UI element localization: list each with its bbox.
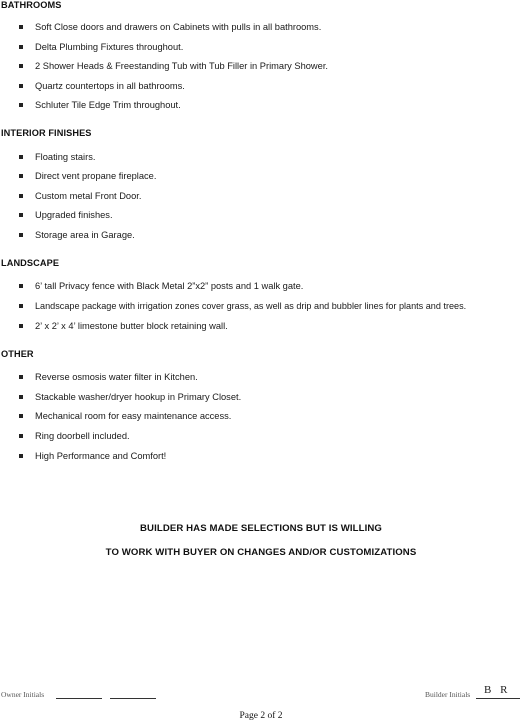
builder-notice-line-2: TO WORK WITH BUYER ON CHANGES AND/OR CUSTOMIZATIONS (105, 547, 417, 558)
bullet-icon (19, 395, 23, 399)
bullet-icon (19, 45, 23, 49)
bullet-icon (19, 414, 23, 418)
bullet-icon (19, 64, 23, 68)
bullet-icon (19, 454, 23, 458)
owner-initials-line-2 (110, 698, 156, 699)
bullet-icon (19, 155, 23, 159)
section-heading-landscape: LANDSCAPE (1, 258, 60, 268)
builder-initials-line (476, 698, 520, 699)
bullet-icon (19, 103, 23, 107)
owner-initials-line-1 (56, 698, 102, 699)
bullet-icon (19, 25, 23, 29)
bullet-icon (19, 233, 23, 237)
bullet-icon (19, 213, 23, 217)
bullet-icon (19, 434, 23, 438)
bullet-icon (19, 194, 23, 198)
bullet-icon (19, 284, 23, 288)
section-heading-other: OTHER (1, 349, 34, 359)
owner-initials-label: Owner Initials (1, 690, 45, 699)
builder-initials-signature: B R (484, 684, 511, 696)
section-heading-bathrooms: BATHROOMS (1, 0, 62, 10)
bullet-icon (19, 324, 23, 328)
bullet-icon (19, 304, 23, 308)
section-heading-interior-finishes: INTERIOR FINISHES (1, 128, 92, 138)
bullet-icon (19, 174, 23, 178)
bullet-icon (19, 84, 23, 88)
page-number: Page 2 of 2 (239, 711, 283, 721)
document-page: BATHROOMS Soft Close doors and drawers on Cabinets with pulls in all bathrooms. Delta Plumbing Fixtures throughout. 2 Shower Heads & Freestanding Tub with Tub Filler in Primary Shower. Quartz countertops in all bathrooms. Schluter Tile Edge Trim throughout. INTERIOR FINISHES Floating stairs. Direct vent propane fireplace. Custom metal Front Door. Upgraded finishes. Storage area in Garage. LANDSCAPE 6’ tall Privacy fence with Black Metal 2”x2” posts and 1 walk gate. Landscape package with irrigation zones cover grass, as well as drip and bubbler lines for plants and trees. 2’ x 2’ x 4’ limestone butter block retaining wall. OTHER Reverse osmosis water filter in Kitchen. Stackable washer/dryer hookup in Primary Closet. Mechanical room for easy maintenance access. Ring doorbell included. High Performance and Comfort! BUILDER HAS MADE SELECTIONS BUT IS WILLING TO WORK WITH BUYER ON CHANGES AND/OR CUSTOMIZATIONS Owner Initials Builder Initials B R Page 2 of 2 (0, 0, 522, 724)
builder-notice-line-1: BUILDER HAS MADE SELECTIONS BUT IS WILLING (140, 523, 382, 534)
builder-initials-label: Builder Initials (425, 690, 471, 699)
bullet-icon (19, 375, 23, 379)
